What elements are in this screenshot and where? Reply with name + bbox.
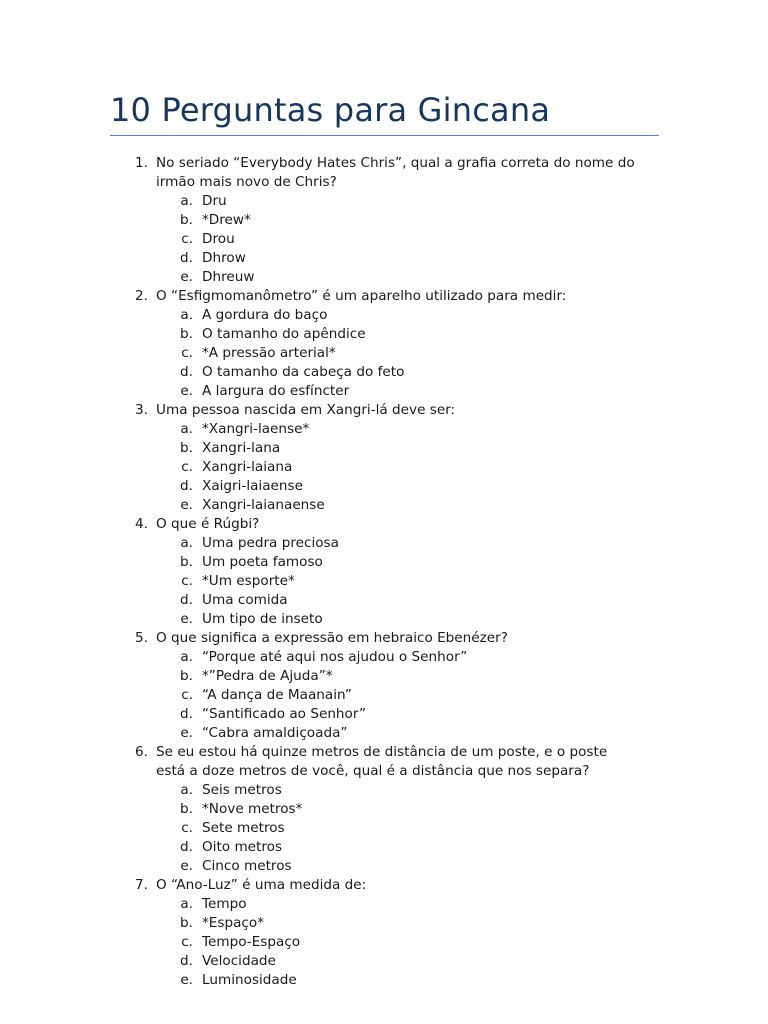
option-letter: c.	[181, 345, 193, 361]
option-text: *Drew*	[202, 212, 251, 228]
option-text: “A dança de Maanain”	[202, 687, 352, 703]
option-letter: d.	[180, 364, 193, 380]
question-line	[0, 515, 768, 534]
answer-option	[0, 705, 768, 724]
answer-option	[0, 724, 768, 743]
answer-option	[0, 895, 768, 914]
question-text: irmão mais novo de Chris?	[156, 174, 337, 190]
question-item	[0, 287, 768, 401]
question-text: O que significa a expressão em hebraico Ebenézer?	[156, 630, 508, 646]
question-text: O “Esfigmomanômetro” é um aparelho utilizado para medir:	[156, 288, 567, 304]
option-letter: c.	[181, 459, 193, 475]
question-line	[0, 401, 768, 420]
option-text: Velocidade	[202, 953, 276, 969]
option-letter: b.	[180, 440, 193, 456]
option-list	[0, 420, 768, 515]
answer-option	[0, 268, 768, 287]
option-letter: c.	[181, 687, 193, 703]
option-letter: d.	[180, 250, 193, 266]
question-item	[0, 515, 768, 629]
option-text: *Um esporte*	[202, 573, 295, 589]
option-text: *”Pedra de Ajuda”*	[202, 668, 333, 684]
option-letter: d.	[180, 478, 193, 494]
question-text: No seriado “Everybody Hates Chris”, qual a grafia correta do nome do	[156, 155, 635, 171]
option-letter: e.	[180, 972, 193, 988]
option-list	[0, 781, 768, 876]
option-text: “Porque até aqui nos ajudou o Senhor”	[202, 649, 468, 665]
option-text: *Xangri-laense*	[202, 421, 310, 437]
option-text: Xangri-laianaense	[202, 497, 325, 513]
question-number: 3.	[135, 402, 148, 418]
question-item	[0, 154, 768, 287]
question-item	[0, 629, 768, 743]
answer-option	[0, 667, 768, 686]
option-letter: b.	[180, 915, 193, 931]
question-number: 4.	[135, 516, 148, 532]
option-letter: d.	[180, 839, 193, 855]
option-letter: e.	[180, 858, 193, 874]
question-item	[0, 743, 768, 876]
option-text: “Santificado ao Senhor”	[202, 706, 367, 722]
option-letter: a.	[180, 649, 193, 665]
option-letter: e.	[180, 383, 193, 399]
answer-option	[0, 363, 768, 382]
option-text: *A pressão arterial*	[202, 345, 336, 361]
answer-option	[0, 249, 768, 268]
answer-option	[0, 648, 768, 667]
question-text: Se eu estou há quinze metros de distância de um poste, e o poste	[156, 744, 608, 760]
question-line	[0, 762, 768, 781]
answer-option	[0, 914, 768, 933]
answer-option	[0, 591, 768, 610]
answer-option	[0, 857, 768, 876]
option-letter: e.	[180, 269, 193, 285]
question-number: 1.	[135, 155, 148, 171]
option-text: Xangri-laiana	[202, 459, 293, 475]
option-text: O tamanho do apêndice	[202, 326, 366, 342]
question-item	[0, 876, 768, 990]
question-line	[0, 154, 768, 173]
option-letter: c.	[181, 231, 193, 247]
question-line	[0, 287, 768, 306]
answer-option	[0, 800, 768, 819]
answer-option	[0, 344, 768, 363]
answer-option	[0, 819, 768, 838]
option-letter: d.	[180, 592, 193, 608]
option-letter: d.	[180, 953, 193, 969]
option-text: Oito metros	[202, 839, 283, 855]
answer-option	[0, 211, 768, 230]
option-text: *Nove metros*	[202, 801, 303, 817]
option-letter: c.	[181, 934, 193, 950]
option-text: Um tipo de inseto	[202, 611, 323, 627]
option-text: Seis metros	[202, 782, 282, 798]
title-underline	[110, 135, 659, 136]
option-letter: a.	[180, 193, 193, 209]
option-text: Tempo-Espaço	[202, 934, 301, 950]
document-title: 10 Perguntas para Gincana	[110, 91, 551, 129]
option-letter: c.	[181, 820, 193, 836]
question-text: O “Ano-Luz” é uma medida de:	[156, 877, 367, 893]
option-list	[0, 306, 768, 401]
option-letter: e.	[180, 497, 193, 513]
answer-option	[0, 610, 768, 629]
option-letter: b.	[180, 668, 193, 684]
answer-option	[0, 477, 768, 496]
answer-option	[0, 781, 768, 800]
option-list	[0, 534, 768, 629]
option-text: Sete metros	[202, 820, 285, 836]
answer-option	[0, 534, 768, 553]
option-text: Dhreuw	[202, 269, 255, 285]
option-letter: b.	[180, 326, 193, 342]
option-list	[0, 895, 768, 990]
option-list	[0, 648, 768, 743]
option-letter: a.	[180, 535, 193, 551]
question-number: 5.	[135, 630, 148, 646]
option-text: “Cabra amaldiçoada”	[202, 725, 348, 741]
option-letter: c.	[181, 573, 193, 589]
answer-option	[0, 458, 768, 477]
option-letter: a.	[180, 782, 193, 798]
question-list	[0, 154, 768, 990]
option-text: Xaigri-laiaense	[202, 478, 303, 494]
option-letter: b.	[180, 801, 193, 817]
question-number: 6.	[135, 744, 148, 760]
question-text: Uma pessoa nascida em Xangri-lá deve ser:	[156, 402, 456, 418]
option-letter: b.	[180, 212, 193, 228]
answer-option	[0, 192, 768, 211]
question-line	[0, 629, 768, 648]
option-letter: e.	[180, 611, 193, 627]
option-text: Uma pedra preciosa	[202, 535, 339, 551]
option-text: Um poeta famoso	[202, 554, 323, 570]
answer-option	[0, 325, 768, 344]
option-text: Luminosidade	[202, 972, 297, 988]
answer-option	[0, 971, 768, 990]
option-letter: a.	[180, 307, 193, 323]
option-letter: d.	[180, 706, 193, 722]
answer-option	[0, 496, 768, 515]
answer-option	[0, 382, 768, 401]
option-text: Drou	[202, 231, 235, 247]
answer-option	[0, 306, 768, 325]
question-number: 2.	[135, 288, 148, 304]
option-text: Cinco metros	[202, 858, 292, 874]
option-text: *Espaço*	[202, 915, 265, 931]
question-line	[0, 876, 768, 895]
question-text: O que é Rúgbi?	[156, 516, 260, 532]
answer-option	[0, 686, 768, 705]
answer-option	[0, 838, 768, 857]
option-text: Uma comida	[202, 592, 288, 608]
question-number: 7.	[135, 877, 148, 893]
option-text: A gordura do baço	[202, 307, 328, 323]
question-line	[0, 743, 768, 762]
option-letter: e.	[180, 725, 193, 741]
question-line	[0, 173, 768, 192]
question-item	[0, 401, 768, 515]
answer-option	[0, 572, 768, 591]
answer-option	[0, 420, 768, 439]
answer-option	[0, 553, 768, 572]
option-letter: a.	[180, 896, 193, 912]
answer-option	[0, 933, 768, 952]
option-text: Dhrow	[202, 250, 246, 266]
option-letter: b.	[180, 554, 193, 570]
answer-option	[0, 230, 768, 249]
option-text: O tamanho da cabeça do feto	[202, 364, 405, 380]
answer-option	[0, 439, 768, 458]
option-text: A largura do esfíncter	[202, 383, 350, 399]
option-text: Tempo	[202, 896, 247, 912]
option-text: Dru	[202, 193, 227, 209]
question-text: está a doze metros de você, qual é a distância que nos separa?	[156, 763, 590, 779]
answer-option	[0, 952, 768, 971]
option-list	[0, 192, 768, 287]
option-text: Xangri-lana	[202, 440, 281, 456]
option-letter: a.	[180, 421, 193, 437]
